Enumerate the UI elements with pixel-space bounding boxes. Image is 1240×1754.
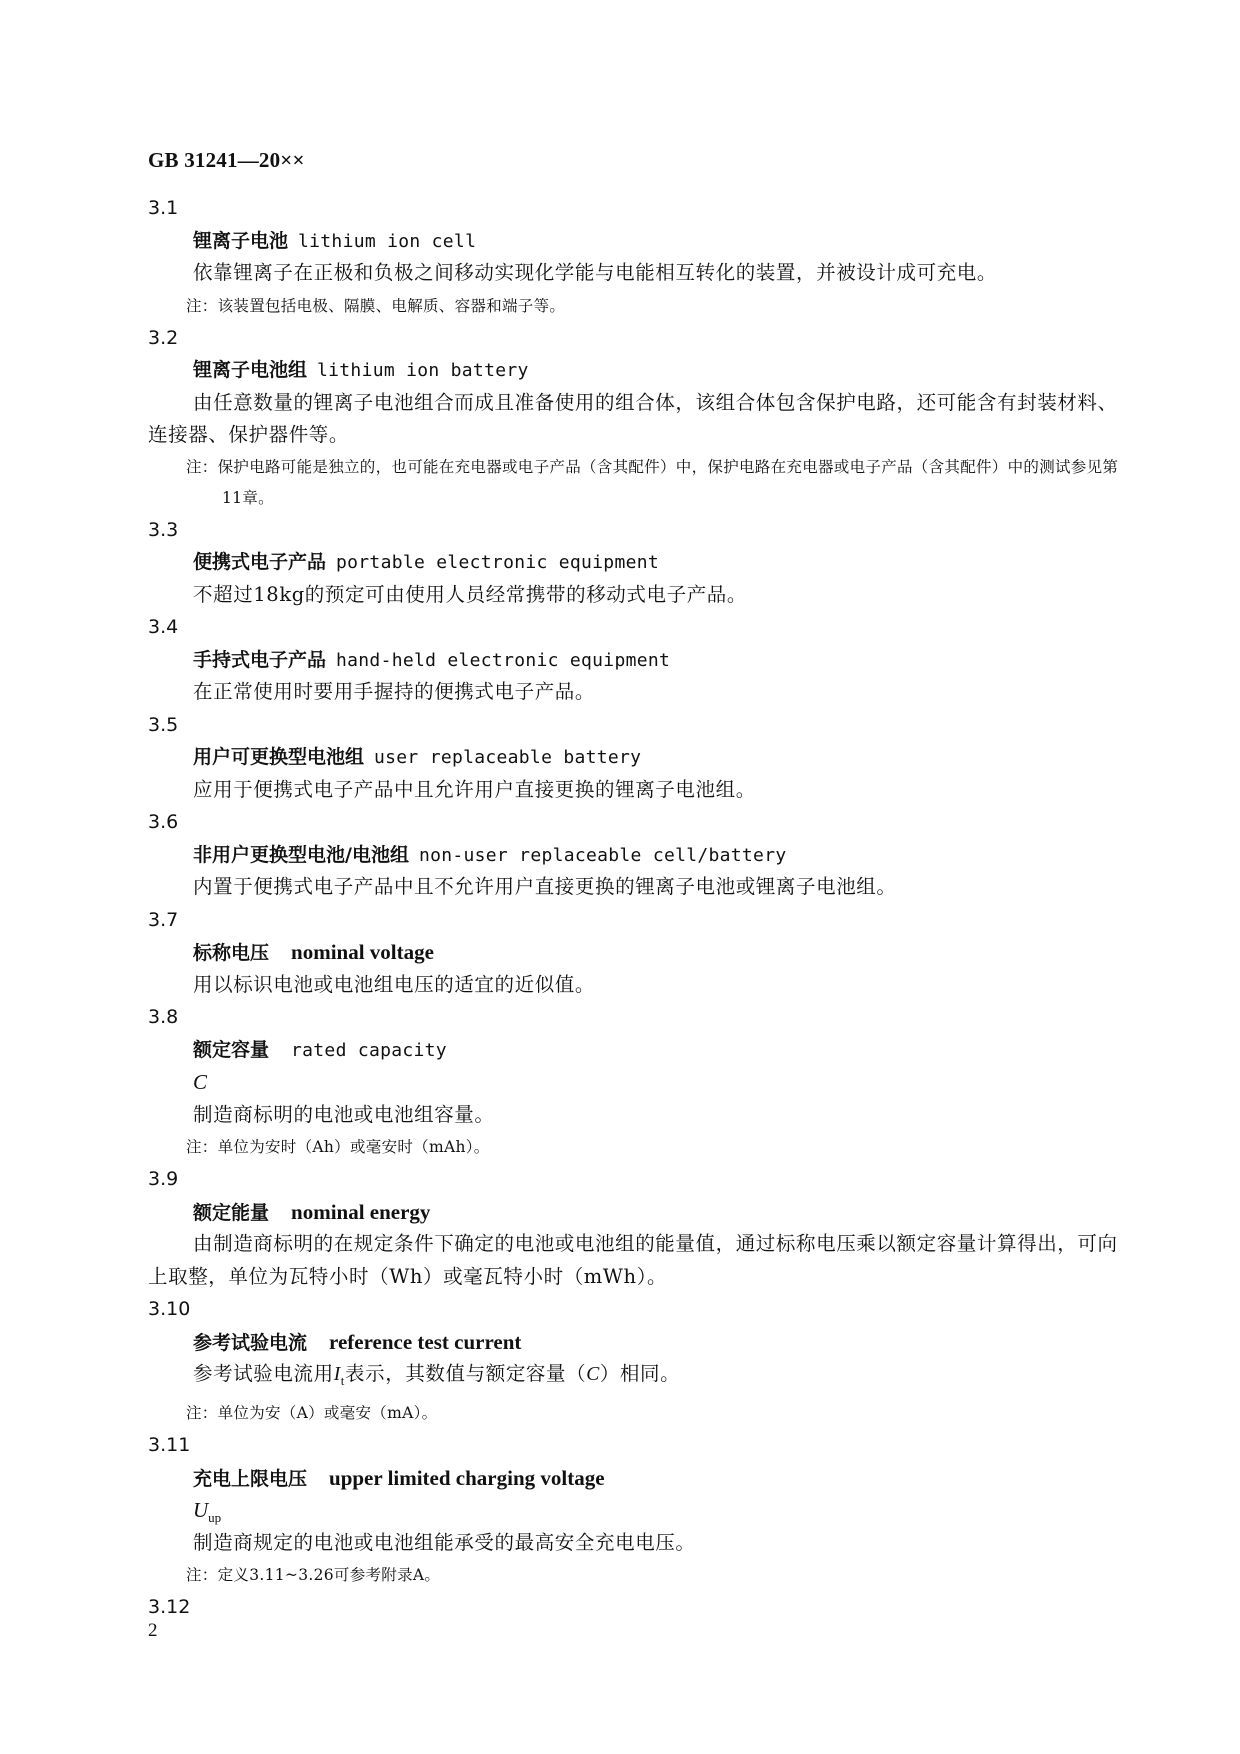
term-definition [148, 1358, 1128, 1397]
term-heading [148, 1326, 1128, 1359]
term-zh: 便携式电子产品 [193, 551, 327, 573]
term-definition: 在正常使用时要用手握持的便携式电子产品。 [193, 680, 596, 703]
term-en: rated capacity [291, 1039, 447, 1061]
page-number: 2 [148, 1620, 158, 1641]
term-heading [148, 354, 1128, 387]
term-zh: 锂离子电池组 [193, 359, 308, 381]
term-heading [148, 225, 1128, 258]
clause-number: 3.1 [148, 197, 179, 219]
clause-number: 3.4 [148, 616, 179, 638]
term-definition: 用以标识电池或电池组电压的适宜的近似值。 [193, 972, 596, 996]
term-zh: 参考试验电流 [193, 1331, 308, 1354]
clause-number: 3.11 [148, 1434, 191, 1457]
term-definition: 由任意数量的锂离子电池组合而成且准备使用的组合体，该组合体包含保护电路，还可能含有封装材料、连接器、保护器件等。 [148, 390, 1118, 446]
term-en: nominal energy [291, 1199, 431, 1224]
term-note: 注：保护电路可能是独立的，也可能在充电器或电子产品（含其配件）中，保护电路在充电器或电子产品（含其配件）中的测试参见第11章。 [186, 457, 1119, 507]
term-definition: 制造商规定的电池或电池组能承受的最高安全充电电压。 [193, 1530, 696, 1554]
term-definition: 内置于便携式电子产品中且不允许用户直接更换的锂离子电池或锂离子电池组。 [193, 875, 897, 898]
term-heading [148, 1034, 1128, 1067]
clause-number: 3.7 [148, 908, 179, 931]
voltage-symbol: U [193, 1498, 209, 1523]
term-definition: 制造商标明的电池或电池组容量。 [193, 1102, 495, 1126]
clause-number: 3.10 [148, 1298, 191, 1320]
term-zh: 非用户更换型电池/电池组 [193, 843, 409, 866]
term-zh: 额定能量 [193, 1201, 270, 1224]
standard-code-header: GB 31241—20×× [148, 148, 305, 172]
term-heading [148, 1462, 1128, 1495]
term-en: portable electronic equipment [336, 552, 659, 573]
term-definition: 应用于便携式电子产品中且允许用户直接更换的锂离子电池组。 [193, 777, 756, 801]
voltage-symbol-subscript: up [208, 1510, 222, 1526]
term-note: 注：单位为安（A）或毫安（mA）。 [186, 1404, 438, 1423]
term-zh: 用户可更换型电池组 [193, 746, 365, 768]
term-definition: 由制造商标明的在规定条件下确定的电池或电池组的能量值，通过标称电压乘以额定容量计算得出，可向上取整，单位为瓦特小时（Wh）或毫瓦特小时（mWh）。 [148, 1232, 1118, 1288]
term-en: user replaceable battery [374, 747, 642, 768]
definition-text: 参考试验电流用 [193, 1362, 334, 1385]
term-note: 注：单位为安时（Ah）或毫安时（mAh）。 [186, 1138, 490, 1156]
term-zh: 标称电压 [193, 942, 270, 964]
term-definition: 依靠锂离子在正极和负极之间移动实现化学能与电能相互转化的装置，并被设计成可充电。 [193, 261, 998, 284]
term-definition: 不超过18kg的预定可由使用人员经常携带的移动式电子产品。 [193, 582, 748, 606]
term-en: non-user replaceable cell/battery [418, 844, 787, 866]
term-en: lithium ion cell [298, 230, 477, 252]
term-zh: 充电上限电压 [193, 1467, 308, 1490]
term-zh: 额定容量 [193, 1038, 270, 1061]
clause-number: 3.8 [148, 1006, 179, 1028]
term-zh: 手持式电子产品 [193, 648, 327, 671]
clause-number: 3.5 [148, 713, 179, 736]
term-heading [148, 839, 1128, 872]
clause-number: 3.12 [148, 1596, 191, 1619]
definition-text: ）相同。 [599, 1362, 681, 1385]
term-zh: 锂离子电池 [193, 229, 289, 252]
clause-number: 3.9 [148, 1168, 179, 1190]
term-en: reference test current [329, 1329, 522, 1354]
capacity-symbol: C [586, 1364, 600, 1385]
term-en: upper limited charging voltage [329, 1465, 605, 1490]
definitions-content [148, 192, 1128, 1624]
definition-text: 表示，其数值与额定容量（ [345, 1362, 587, 1385]
term-note: 注：该装置包括电极、隔膜、电解质、容器和端子等。 [186, 296, 566, 315]
term-heading [148, 936, 1128, 969]
term-en: nominal voltage [291, 940, 434, 964]
term-en: hand-held electronic equipment [336, 649, 671, 671]
term-heading [148, 644, 1128, 677]
term-heading [148, 546, 1128, 579]
clause-number: 3.2 [148, 326, 179, 349]
term-note: 注：定义3.11~3.26可参考附录A。 [186, 1566, 441, 1585]
clause-number: 3.6 [148, 811, 179, 833]
current-symbol: I [333, 1364, 341, 1385]
term-heading [148, 741, 1128, 774]
term-symbol: C [193, 1070, 208, 1094]
term-heading [148, 1196, 1128, 1229]
term-en: lithium ion battery [317, 360, 529, 381]
current-symbol-subscript: t [340, 1372, 346, 1388]
term-symbol [148, 1494, 1128, 1527]
clause-number: 3.3 [148, 518, 179, 541]
